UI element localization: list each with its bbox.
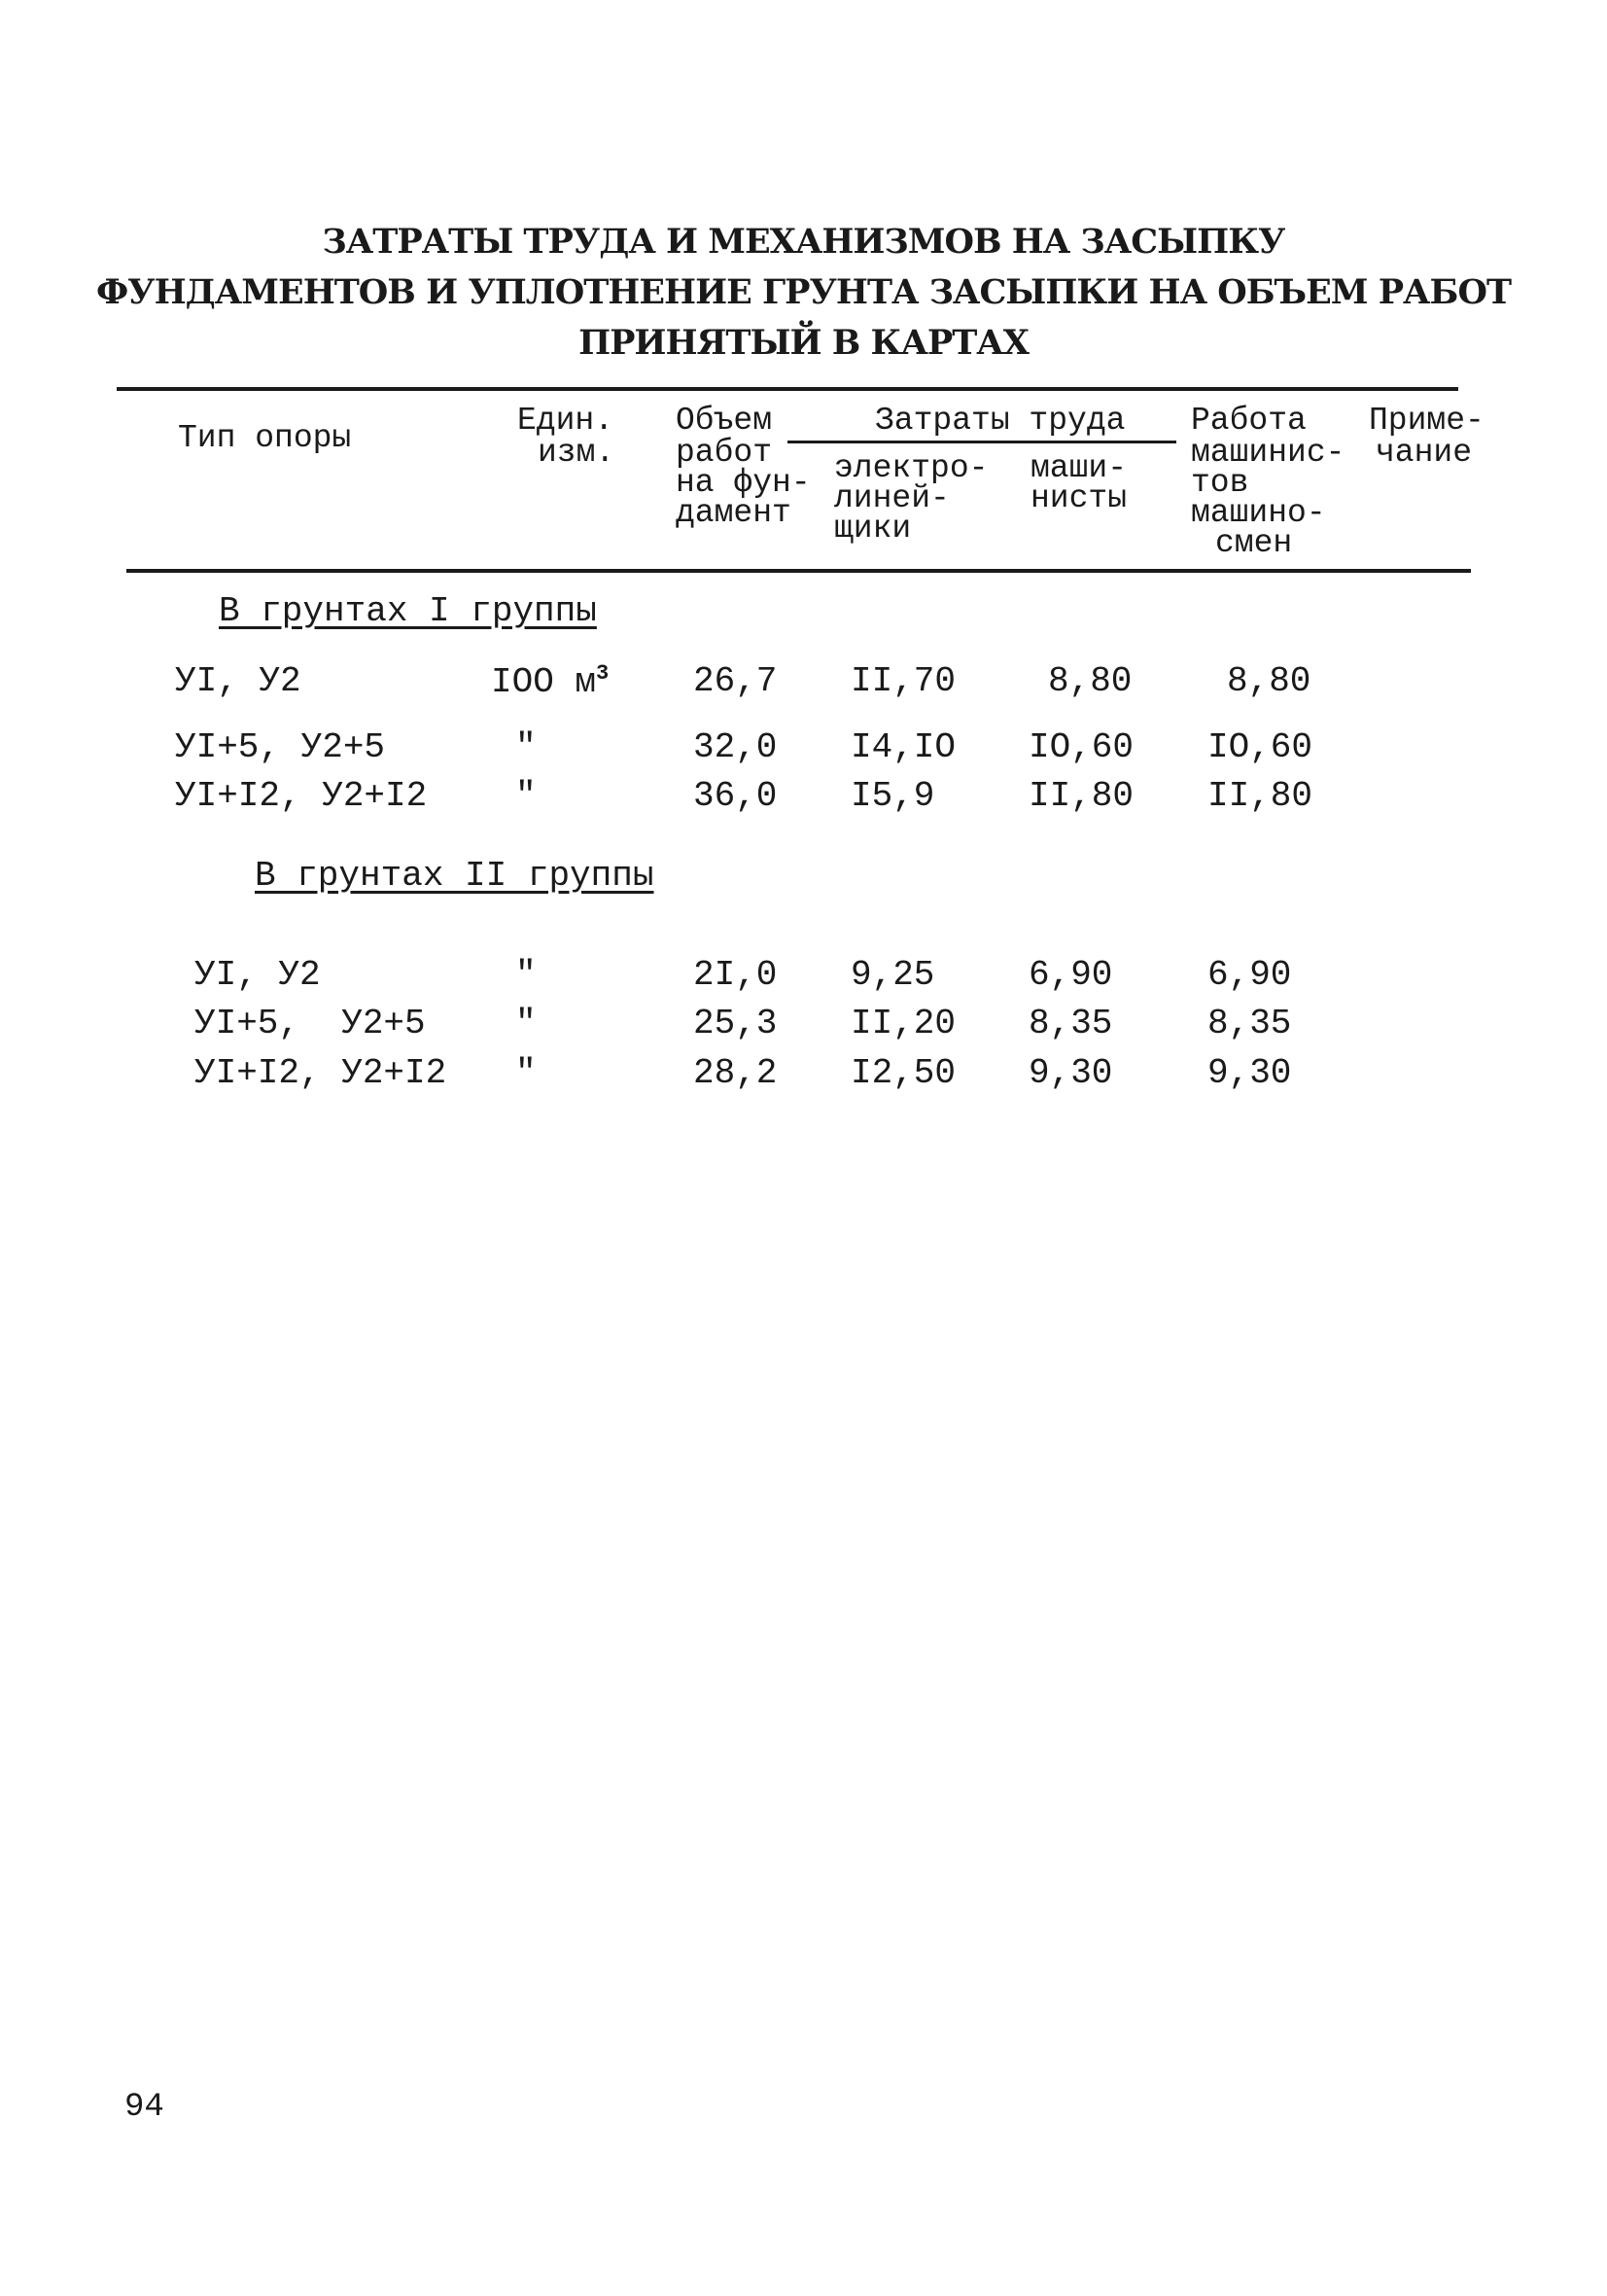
cell-volume: 28,2 — [693, 1053, 778, 1093]
header-work-line-4: машино- — [1191, 495, 1326, 531]
cell-type: УI, У2 — [194, 955, 321, 995]
cell-machinists: 9,30 — [1029, 1053, 1113, 1093]
cell-machinists: II,80 — [1029, 776, 1135, 816]
header-electricians-line-3: щики — [834, 511, 912, 547]
table-top-rule — [117, 387, 1458, 391]
cell-machine-shifts: 9,30 — [1207, 1053, 1292, 1093]
cell-type: УI+I2, У2+I2 — [194, 1053, 447, 1093]
cell-electricians: I2,50 — [851, 1053, 957, 1093]
header-type: Тип опоры — [178, 420, 352, 456]
cell-machine-shifts: 8,80 — [1227, 661, 1311, 701]
cell-machine-shifts: 6,90 — [1207, 955, 1292, 995]
header-volume-line-1: Объем — [676, 403, 773, 439]
header-work-line-3: тов — [1191, 465, 1249, 501]
header-unit-line-1: Един. — [517, 403, 614, 439]
cell-type: УI+I2, У2+I2 — [175, 776, 428, 816]
cell-electricians: II,20 — [851, 1004, 957, 1043]
header-labor: Затраты труда — [875, 403, 1126, 439]
header-unit-line-2: изм. — [538, 435, 615, 471]
header-labor-rule — [787, 441, 1176, 443]
cell-machinists: IO,60 — [1029, 727, 1135, 767]
section-title-group-2: В грунтах II группы — [255, 856, 654, 896]
cell-type: УI, У2 — [175, 661, 301, 701]
cell-volume: 25,3 — [693, 1004, 778, 1043]
page-number: 94 — [124, 2089, 164, 2126]
cell-type: УI+5, У2+5 — [194, 1004, 426, 1043]
cell-electricians: 9,25 — [851, 955, 935, 995]
cell-unit-superscript: 3 — [596, 661, 610, 686]
header-machinists-line-2: нисты — [1031, 480, 1128, 516]
header-volume-line-4: дамент — [676, 495, 791, 531]
header-note-line-2: чание — [1376, 435, 1473, 471]
cell-unit: " — [515, 955, 537, 995]
header-volume-line-3: на фун- — [676, 465, 811, 501]
section-title-group-1: В грунтах I группы — [219, 591, 597, 631]
header-work-line-5: смен — [1215, 525, 1293, 561]
cell-machine-shifts: 8,35 — [1207, 1004, 1292, 1043]
header-electricians-line-1: электро- — [834, 450, 989, 486]
cell-electricians: II,70 — [851, 661, 957, 701]
header-note-line-1: Приме- — [1369, 403, 1485, 439]
header-work-line-1: Работа — [1191, 403, 1307, 439]
header-volume-line-2: работ — [676, 435, 773, 471]
cell-machinists: 8,80 — [1048, 661, 1133, 701]
header-electricians-line-2: линей- — [834, 480, 950, 516]
cell-unit-text: IOO м — [491, 662, 597, 702]
cell-electricians: I5,9 — [851, 776, 935, 816]
cell-unit: " — [515, 727, 537, 767]
cell-volume: 32,0 — [693, 727, 778, 767]
table-header-rule — [126, 569, 1471, 573]
cell-unit: " — [515, 1004, 537, 1043]
title-line-3: ПРИНЯТЫЙ В КАРТАХ — [578, 323, 1029, 363]
cell-machinists: 6,90 — [1029, 955, 1113, 995]
header-machinists-line-1: маши- — [1031, 450, 1128, 486]
cell-volume: 26,7 — [693, 661, 778, 701]
header-work-line-2: машинис- — [1191, 435, 1345, 471]
cell-volume: 36,0 — [693, 776, 778, 816]
cell-machinists: 8,35 — [1029, 1004, 1113, 1043]
cell-volume: 2I,0 — [693, 955, 778, 995]
cell-unit: " — [515, 776, 537, 816]
cell-machine-shifts: IO,60 — [1207, 727, 1313, 767]
cell-unit: " — [515, 1053, 537, 1093]
title-line-2: ФУНДАМЕНТОВ И УПЛОТНЕНИЕ ГРУНТА ЗАСЫПКИ НА ОБЪЕМ РАБОТ — [95, 272, 1512, 312]
cell-electricians: I4,IO — [851, 727, 957, 767]
cell-type: УI+5, У2+5 — [175, 727, 386, 767]
cell-unit — [491, 661, 609, 702]
cell-machine-shifts: II,80 — [1207, 776, 1313, 816]
title-line-1: ЗАТРАТЫ ТРУДА И МЕХАНИЗМОВ НА ЗАСЫПКУ — [322, 222, 1285, 262]
